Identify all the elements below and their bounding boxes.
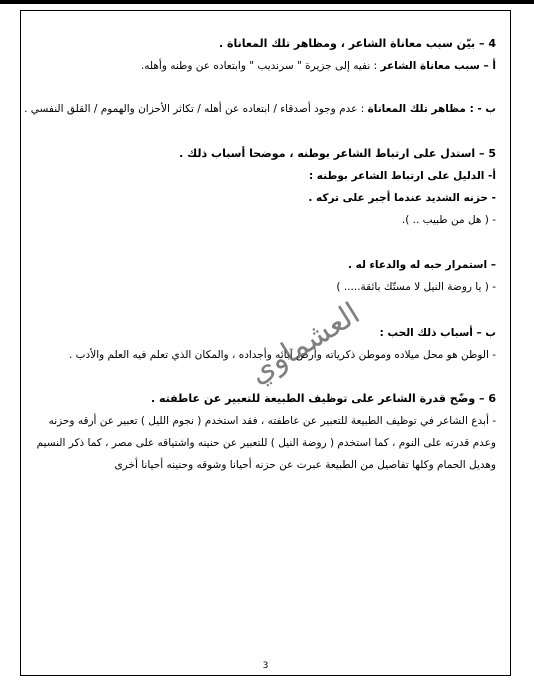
q5-love-point: – استمرار حبه له والدعاء له .: [347, 259, 496, 271]
page-frame: [20, 10, 511, 676]
q5-sorrow-point: - حزنه الشديد عندما أجبر على تركه .: [308, 192, 496, 204]
q6-line-1: - أبدع الشاعر في توظيف الطبيعة للتعبير عن عاطفته ، فقد استخدم ( نجوم الليل ) تعبير عن أرقه وحزنه: [48, 415, 496, 427]
q4-b-label: ب - : مظاهر تلك المعاناة: [367, 103, 496, 115]
page-number: 3: [262, 661, 269, 671]
author-watermark: العشماوي: [243, 296, 367, 391]
q4-answer-a: [21, 59, 510, 73]
q5-quote-1: - ( هل من طبيب .. ).: [401, 214, 496, 226]
q6-line-3: وهديل الحمام وكلها تفاصيل من الطبيعة عبرت عن حزنه أحيانا وشوقه وحنينه أحيانا أخرى: [114, 459, 496, 471]
q5-a-heading: أ- الدليل على ارتباط الشاعر بوطنه :: [308, 170, 496, 182]
q4-a-text: : نفيه إلى جزيرة " سرنديب " وابتعاده عن وطنه وأهله.: [140, 60, 381, 72]
q4-answer-b: [21, 102, 510, 116]
q4-b-text: : عدم وجود أصدقاء / ابتعاده عن أهله / تكاثر الأحزان والهموم / القلق النفسي .: [24, 103, 368, 115]
q4-heading: 4 – بيّن سبب معاناة الشاعر ، ومظاهر تلك المعاناة .: [219, 37, 496, 50]
top-border-bar: [0, 0, 534, 4]
q5-quote-2: - ( يا روضة النيل لا مستّك بائقة..... ): [336, 281, 496, 293]
q5-b-text: - الوطن هو محل ميلاده وموطن ذكرياته وأرض آبائه وأجداده ، والمكان الذي تعلم فيه العلم والأدب .: [69, 349, 496, 361]
q6-heading: 6 – وضّح قدرة الشاعر على توظيف الطبيعة للتعبير عن عاطفته .: [150, 392, 496, 405]
q4-a-label: أ – سبب معاناة الشاعر: [380, 60, 496, 72]
q5-heading: 5 – استدل على ارتباط الشاعر بوطنه ، موضحا أسباب ذلك .: [179, 147, 496, 160]
q5-b-heading: ب – أسباب ذلك الحب :: [379, 327, 496, 339]
q6-line-2: وعدم قدرته على النوم ، كما استخدم ( روضة النيل ) للتعبير عن حنينه واشتياقه على مصر ، كما ذكر النسيم: [36, 437, 496, 449]
